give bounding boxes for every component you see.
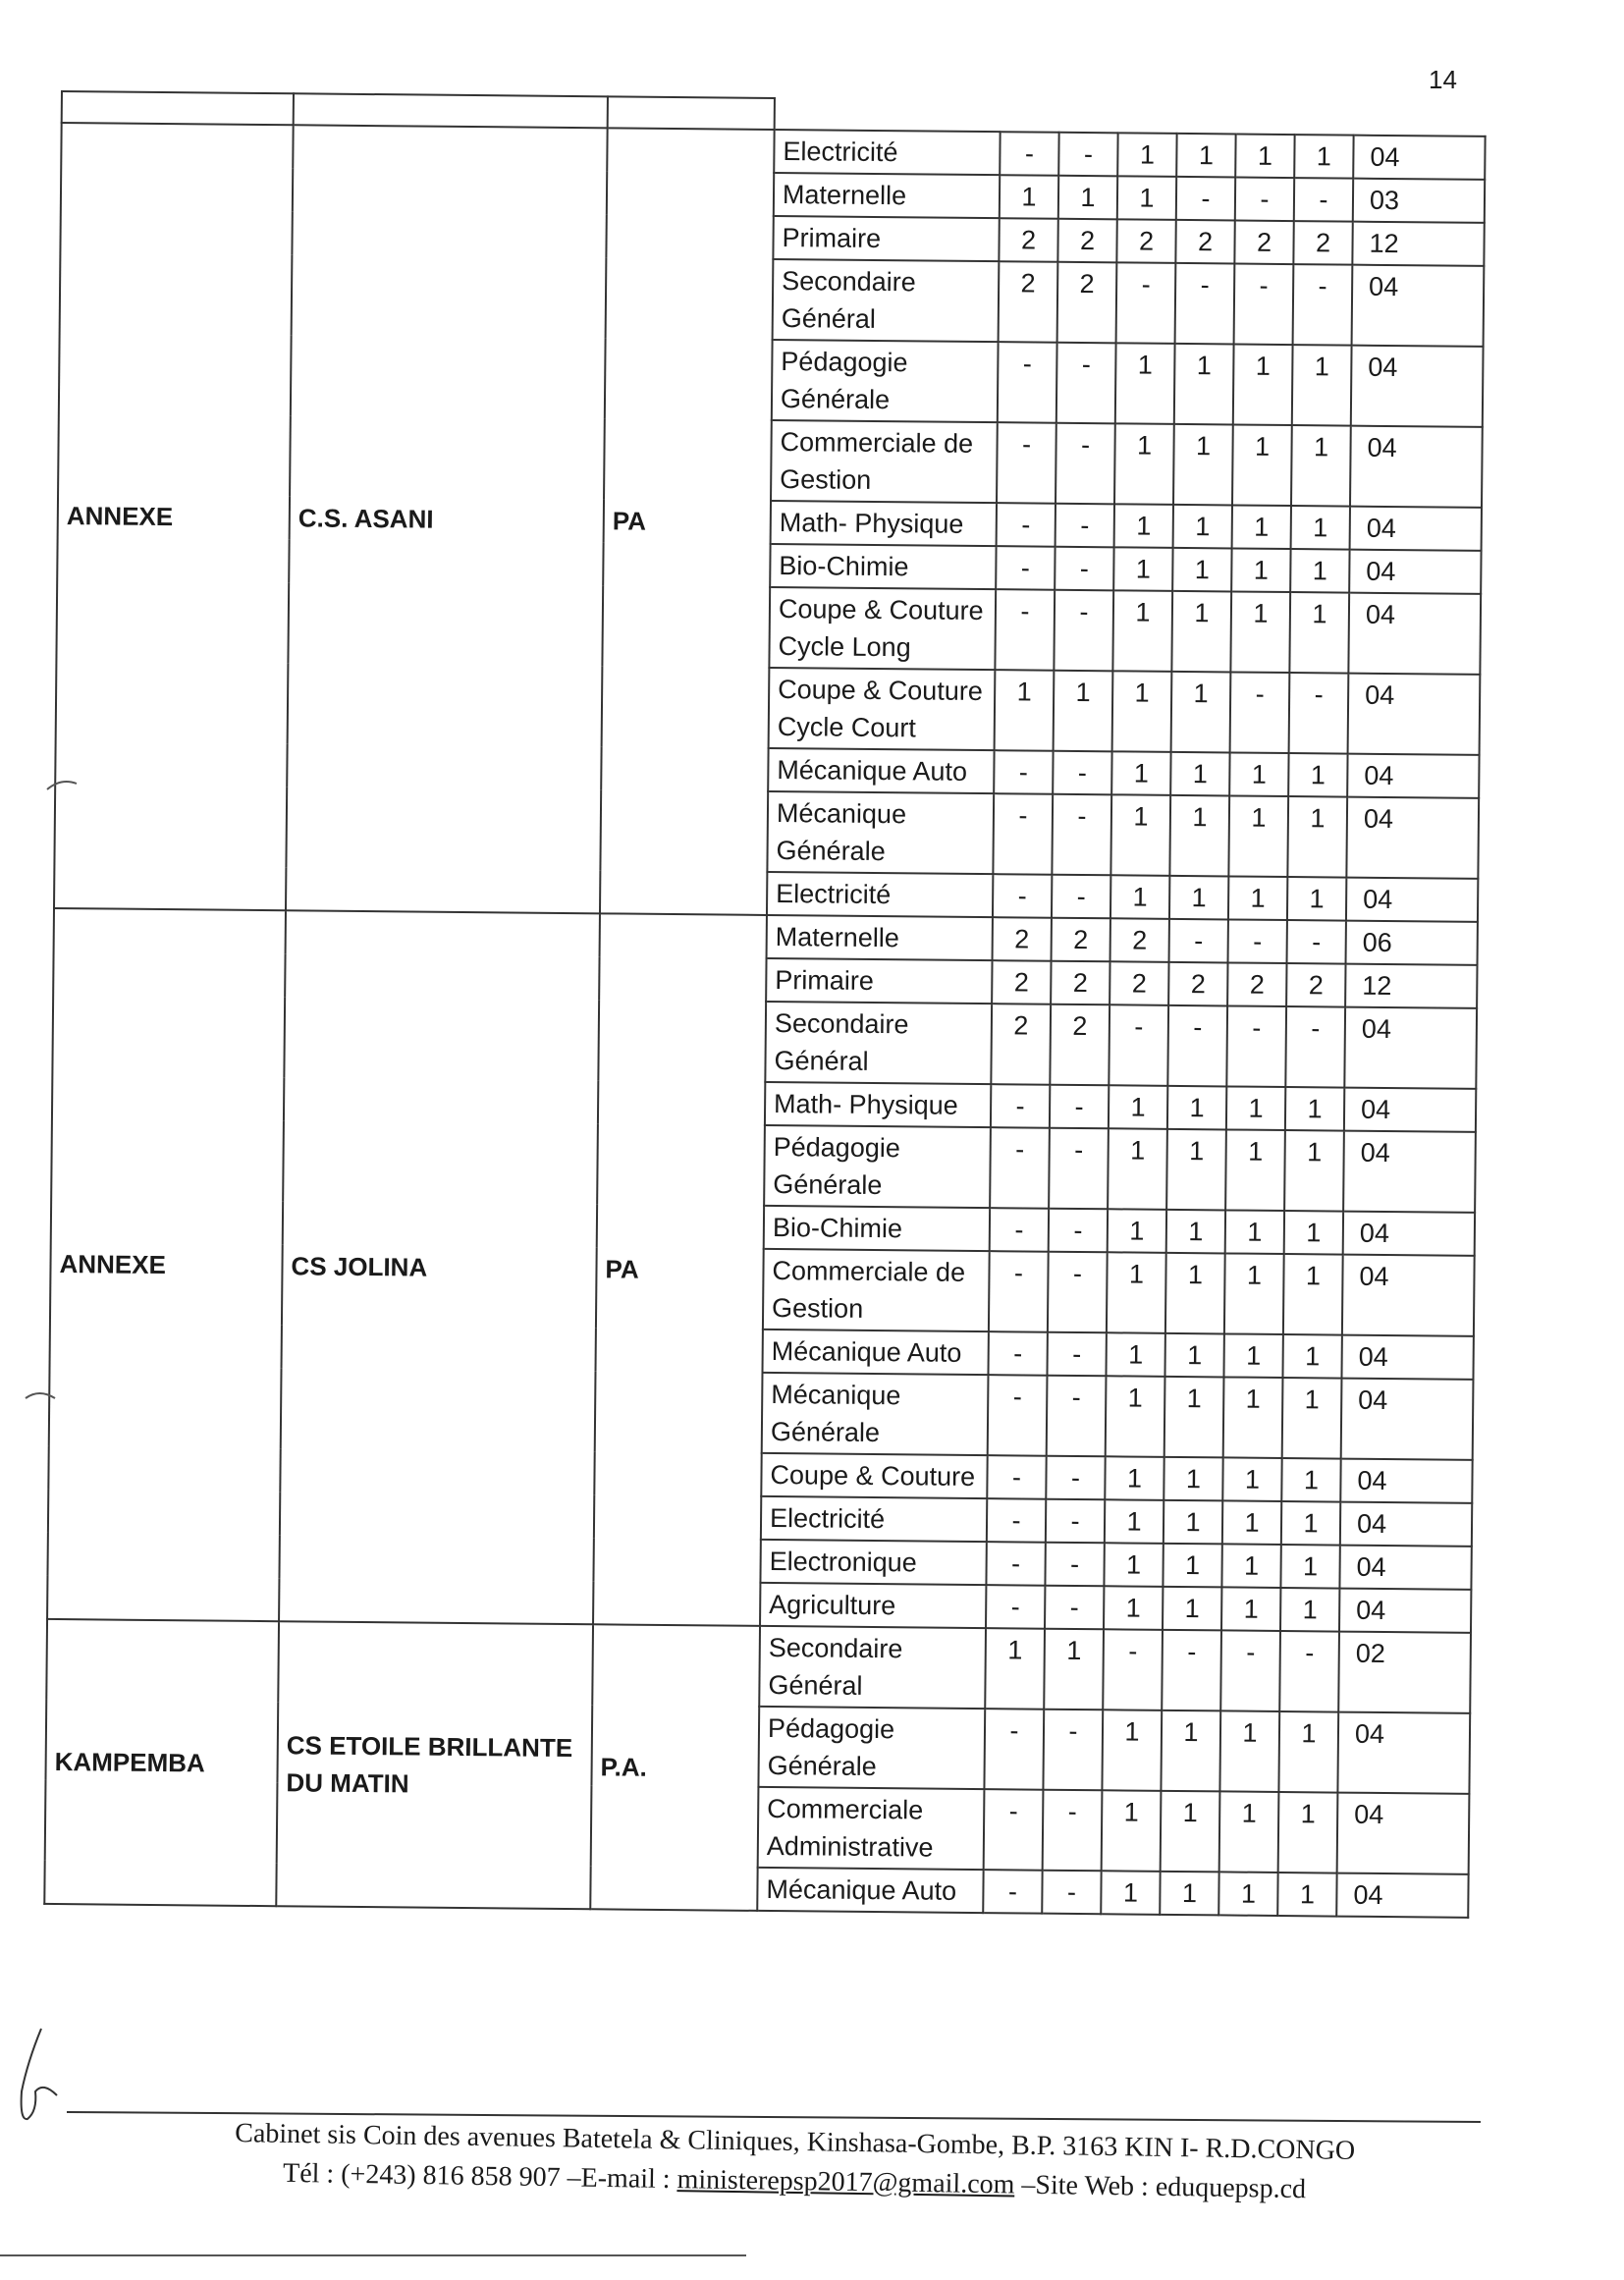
count-cell: - — [984, 1709, 1044, 1790]
count-cell: 1 — [1225, 1210, 1284, 1254]
count-cell: 1 — [1107, 1252, 1166, 1333]
count-cell: 2 — [1116, 219, 1175, 263]
count-cell: - — [1054, 590, 1113, 672]
count-cell: 1 — [1291, 506, 1350, 550]
count-cell: 1 — [1166, 1129, 1226, 1211]
count-cell: 1 — [1170, 752, 1229, 796]
count-cell: - — [990, 1127, 1050, 1209]
count-cell: 1 — [1224, 1253, 1284, 1334]
commune-cell: ANNEXE — [54, 123, 294, 910]
total-cell: 04 — [1339, 1589, 1471, 1633]
count-cell: 1 — [1112, 671, 1172, 752]
count-cell: - — [1046, 1456, 1105, 1500]
count-cell: 1 — [1114, 504, 1173, 548]
school-cell: C.S. ASANI — [286, 125, 608, 913]
total-cell: 04 — [1341, 1335, 1473, 1380]
count-cell: 1 — [1222, 1500, 1281, 1545]
option-cell: Mécanique Auto — [768, 748, 994, 793]
page-number: 14 — [1429, 65, 1457, 94]
count-cell: 1 — [1219, 1710, 1279, 1792]
count-cell: 1 — [1110, 794, 1170, 876]
option-cell: Electricité — [761, 1496, 987, 1542]
total-cell: 04 — [1350, 426, 1483, 508]
total-cell: 04 — [1340, 1459, 1472, 1503]
count-cell: - — [995, 589, 1055, 671]
count-cell: - — [997, 503, 1056, 547]
count-cell: - — [993, 874, 1052, 918]
count-cell: 1 — [1104, 1543, 1163, 1587]
option-cell: Maternelle — [767, 915, 993, 960]
count-cell: 1 — [1294, 135, 1353, 179]
count-cell: - — [1285, 1006, 1345, 1088]
count-cell: 1 — [1169, 876, 1228, 920]
footer-phone: Tél : (+243) 816 858 907 –E-mail : — [282, 2157, 677, 2196]
count-cell: 1 — [1058, 176, 1117, 220]
count-cell: 1 — [1219, 1791, 1279, 1873]
count-cell: 1 — [1289, 592, 1349, 674]
total-cell: 04 — [1342, 1255, 1475, 1336]
count-cell: - — [1103, 1629, 1163, 1710]
commune-cell: ANNEXE — [47, 908, 286, 1621]
count-cell: 1 — [1282, 1378, 1342, 1459]
total-cell: 04 — [1348, 593, 1481, 675]
count-cell: 2 — [999, 261, 1058, 343]
count-cell: - — [1000, 132, 1058, 176]
count-cell: 1 — [1102, 1790, 1162, 1872]
count-cell: 1 — [1165, 1253, 1225, 1334]
count-cell: - — [997, 422, 1056, 504]
count-cell: 2 — [1050, 1004, 1110, 1086]
count-cell: - — [1049, 1128, 1109, 1210]
school-cell: CS JOLINA — [279, 910, 600, 1624]
count-cell: 1 — [1280, 1588, 1339, 1632]
count-cell: 2 — [1175, 220, 1234, 264]
count-cell: 1 — [985, 1628, 1045, 1710]
count-cell: 1 — [1292, 345, 1352, 426]
count-cell: 1 — [1108, 1209, 1166, 1253]
count-cell: 1 — [1232, 505, 1291, 549]
count-cell: 1 — [1164, 1500, 1222, 1545]
count-cell: 1 — [1044, 1629, 1104, 1710]
header-cell — [608, 96, 775, 130]
option-cell: Bio-Chimie — [770, 544, 996, 589]
count-cell: 2 — [993, 917, 1052, 961]
header-cell — [294, 93, 608, 128]
count-cell: 1 — [1230, 591, 1290, 673]
count-cell: - — [1046, 1499, 1105, 1544]
count-cell: 1 — [1221, 1544, 1280, 1588]
count-cell: 1 — [1291, 425, 1351, 507]
count-cell: 1 — [1288, 753, 1347, 797]
total-cell: 04 — [1336, 1873, 1468, 1918]
count-cell: 1 — [1163, 1544, 1221, 1588]
footer-email-link[interactable]: ministerepsp2017@gmail.com — [677, 2164, 1015, 2200]
count-cell: 1 — [1225, 1129, 1285, 1211]
count-cell: 1 — [1231, 548, 1290, 592]
total-cell: 04 — [1340, 1502, 1472, 1547]
option-cell: Coupe & Couture Cycle Long — [769, 587, 996, 670]
count-cell: 1 — [1114, 423, 1174, 505]
count-cell: 1 — [1167, 1086, 1226, 1130]
count-cell: - — [1230, 672, 1290, 753]
total-cell: 12 — [1345, 964, 1477, 1008]
total-cell: 04 — [1337, 1793, 1470, 1874]
school-cell: CS ETOILE BRILLANTE DU MATIN — [276, 1621, 593, 1909]
count-cell: 1 — [1160, 1872, 1218, 1916]
count-cell: 1 — [1172, 548, 1231, 592]
count-cell: 1 — [1105, 1499, 1164, 1544]
option-cell: Electronique — [760, 1540, 986, 1585]
count-cell: 1 — [1290, 549, 1349, 593]
count-cell: - — [1279, 1631, 1339, 1712]
schools-table-container — [43, 90, 1485, 1919]
option-cell: Mécanique Auto — [757, 1868, 983, 1913]
count-cell: - — [1109, 1004, 1168, 1086]
total-cell: 02 — [1338, 1632, 1471, 1713]
count-cell: 1 — [1223, 1377, 1283, 1458]
count-cell: - — [1043, 1790, 1103, 1872]
count-cell: 1 — [1000, 175, 1058, 219]
total-cell: 04 — [1346, 797, 1479, 879]
option-cell: Pédagogie Générale — [764, 1125, 991, 1208]
header-cell — [62, 91, 294, 125]
margin-mark-icon — [43, 776, 82, 795]
count-cell: - — [987, 1455, 1046, 1499]
count-cell: 1 — [1101, 1871, 1160, 1915]
count-cell: - — [1056, 343, 1116, 424]
count-cell: - — [1228, 919, 1287, 963]
count-cell: 2 — [1168, 962, 1227, 1006]
count-cell: 1 — [1278, 1792, 1338, 1873]
count-cell: 1 — [1281, 1501, 1340, 1546]
count-cell: - — [1047, 1332, 1106, 1377]
table-row — [46, 1619, 1471, 1713]
count-cell: 1 — [1277, 1873, 1336, 1917]
commune-cell: KAMPEMBA — [44, 1619, 279, 1906]
count-cell: - — [996, 546, 1055, 590]
count-cell: 2 — [1286, 963, 1345, 1007]
option-cell: Agriculture — [760, 1583, 986, 1628]
option-cell: Commerciale Administrative — [758, 1787, 985, 1870]
count-cell: - — [1235, 177, 1294, 221]
count-cell: 1 — [1117, 176, 1176, 220]
total-cell: 06 — [1346, 921, 1478, 965]
schools-table — [43, 90, 1487, 1919]
count-cell: 1 — [1171, 672, 1231, 753]
count-cell: 1 — [1164, 1377, 1224, 1458]
option-cell: Primaire — [766, 958, 992, 1004]
count-cell: 1 — [1113, 547, 1172, 591]
count-cell: - — [1116, 262, 1176, 344]
count-cell: 2 — [1293, 221, 1352, 265]
count-cell: 1 — [1282, 1334, 1341, 1379]
status-cell: PA — [593, 913, 767, 1626]
count-cell: 2 — [1057, 262, 1117, 344]
count-cell: - — [1049, 1209, 1108, 1253]
count-cell: 1 — [1054, 671, 1113, 752]
option-cell: Commerciale de Gestion — [771, 420, 998, 503]
count-cell: - — [1226, 1005, 1286, 1087]
count-cell: - — [989, 1251, 1049, 1332]
count-cell: 1 — [1166, 1210, 1225, 1254]
total-cell: 04 — [1349, 550, 1481, 594]
count-cell: 1 — [1232, 424, 1292, 506]
count-cell: 1 — [1222, 1457, 1281, 1501]
count-cell: - — [994, 750, 1053, 794]
total-cell: 04 — [1346, 878, 1478, 922]
option-cell: Mécanique Générale — [762, 1373, 989, 1455]
count-cell: 1 — [1233, 344, 1293, 425]
total-cell: 04 — [1339, 1546, 1471, 1590]
count-cell: - — [1162, 1630, 1221, 1711]
count-cell: 1 — [1281, 1458, 1340, 1502]
count-cell: 1 — [1284, 1130, 1344, 1212]
total-cell: 04 — [1343, 1131, 1476, 1213]
count-cell: - — [1045, 1586, 1104, 1630]
option-cell: Coupe & Couture — [761, 1453, 987, 1498]
count-cell: 2 — [1234, 220, 1293, 264]
count-cell: 1 — [1229, 752, 1288, 796]
count-cell: 1 — [1285, 1087, 1344, 1131]
total-cell: 04 — [1348, 674, 1481, 755]
count-cell: 2 — [992, 960, 1051, 1004]
option-cell: Coupe & Couture Cycle Court — [769, 668, 996, 750]
count-cell: 2 — [1227, 962, 1286, 1006]
count-cell: 1 — [1284, 1211, 1343, 1255]
count-cell: - — [1056, 504, 1114, 548]
count-cell: 1 — [1104, 1586, 1163, 1630]
count-cell: 1 — [1163, 1587, 1221, 1631]
option-cell: Bio-Chimie — [764, 1206, 990, 1251]
option-cell: Primaire — [773, 216, 999, 261]
total-cell: 04 — [1353, 136, 1485, 180]
count-cell: 1 — [995, 670, 1055, 751]
option-cell: Secondaire Général — [759, 1626, 986, 1709]
count-cell: 1 — [1164, 1457, 1222, 1501]
count-cell: - — [1050, 1085, 1109, 1129]
count-cell: 1 — [1223, 1333, 1282, 1378]
count-cell: - — [1045, 1543, 1104, 1587]
count-cell: - — [1052, 875, 1110, 919]
count-cell: 1 — [1174, 344, 1234, 425]
count-cell: 2 — [1110, 918, 1169, 962]
count-cell: - — [1056, 423, 1115, 505]
count-cell: 1 — [1169, 795, 1229, 877]
total-cell: 12 — [1352, 222, 1484, 266]
count-cell: 2 — [1110, 961, 1168, 1005]
count-cell: 1 — [1111, 751, 1170, 795]
count-cell: - — [1234, 263, 1294, 345]
footer — [58, 2111, 1532, 2213]
count-cell: 1 — [1287, 796, 1347, 878]
count-cell: 1 — [1106, 1332, 1164, 1377]
option-cell: Math- Physique — [771, 501, 997, 546]
count-cell: 2 — [1057, 219, 1116, 263]
option-cell: Pédagogie Générale — [772, 340, 999, 422]
total-cell: 03 — [1353, 179, 1485, 223]
count-cell: - — [983, 1870, 1042, 1914]
count-cell: - — [1047, 1376, 1107, 1457]
option-cell: Mécanique Générale — [767, 791, 994, 874]
count-cell: 1 — [1117, 133, 1176, 177]
footer-website: –Site Web : eduquepsp.cd — [1014, 2169, 1307, 2205]
count-cell: 1 — [1283, 1254, 1343, 1335]
status-cell: PA — [600, 128, 775, 915]
count-cell: - — [991, 1084, 1050, 1128]
count-cell: 1 — [1115, 343, 1175, 424]
count-cell: - — [1175, 263, 1235, 345]
count-cell: - — [987, 1498, 1046, 1543]
option-cell: Secondaire Général — [765, 1002, 992, 1084]
initial-signature-icon — [8, 2023, 67, 2131]
total-cell: 04 — [1347, 754, 1479, 798]
status-cell: P.A. — [590, 1624, 760, 1911]
count-cell: 1 — [1106, 1376, 1165, 1457]
count-cell: 2 — [1052, 918, 1110, 962]
count-cell: - — [1287, 920, 1346, 964]
count-cell: - — [984, 1789, 1044, 1871]
count-cell: - — [986, 1542, 1045, 1586]
schools-table-body — [44, 91, 1486, 1918]
count-cell: - — [1176, 177, 1235, 221]
count-cell: - — [1042, 1871, 1101, 1915]
count-cell: - — [1167, 1005, 1227, 1087]
count-cell: 1 — [1226, 1086, 1285, 1130]
total-cell: 04 — [1344, 1088, 1476, 1132]
count-cell: 1 — [1112, 590, 1172, 672]
total-cell: 04 — [1352, 265, 1485, 347]
count-cell: - — [998, 342, 1057, 423]
count-cell: 1 — [1161, 1710, 1220, 1792]
count-cell: 1 — [1278, 1711, 1338, 1793]
option-cell: Mécanique Auto — [762, 1330, 988, 1375]
option-cell: Secondaire Général — [773, 259, 1000, 342]
count-cell: 1 — [1110, 875, 1169, 919]
count-cell: - — [1052, 794, 1111, 876]
option-cell: Math- Physique — [765, 1082, 991, 1127]
count-cell: 2 — [991, 1004, 1051, 1085]
count-cell: 1 — [1235, 134, 1294, 178]
option-cell: Electricité — [767, 872, 993, 917]
count-cell: 1 — [1218, 1872, 1277, 1916]
count-cell: - — [1220, 1630, 1280, 1711]
margin-mark-icon — [22, 1386, 61, 1406]
count-cell: - — [988, 1331, 1047, 1376]
count-cell: - — [1043, 1710, 1103, 1791]
option-cell: Electricité — [774, 130, 1000, 175]
count-cell: 1 — [1176, 134, 1235, 178]
option-cell: Commerciale de Gestion — [763, 1249, 990, 1331]
count-cell: - — [1058, 133, 1117, 177]
count-cell: 1 — [1105, 1456, 1164, 1500]
footer-address: Cabinet sis Coin des avenues Batetela & Cliniques, Kinshasa-Gombe, B.P. 3163 KIN I- R.D.CONGO — [235, 2118, 1356, 2166]
count-cell: - — [1289, 673, 1349, 754]
total-cell: 04 — [1341, 1379, 1474, 1460]
count-cell: 1 — [1228, 876, 1287, 920]
count-cell: 1 — [1171, 591, 1231, 673]
count-cell: - — [988, 1375, 1048, 1456]
count-cell: - — [993, 793, 1053, 875]
count-cell: 1 — [1109, 1085, 1167, 1129]
count-cell: 1 — [1173, 505, 1232, 549]
count-cell: 2 — [999, 218, 1057, 262]
count-cell: - — [1048, 1252, 1108, 1333]
count-cell: 1 — [1221, 1587, 1280, 1631]
count-cell: - — [986, 1585, 1045, 1629]
option-cell: Pédagogie Générale — [758, 1707, 985, 1789]
count-cell: 1 — [1108, 1128, 1167, 1210]
count-cell: 1 — [1164, 1333, 1223, 1378]
count-cell: 1 — [1280, 1545, 1339, 1589]
count-cell: 1 — [1102, 1710, 1162, 1791]
total-cell: 04 — [1337, 1712, 1470, 1794]
count-cell: - — [1293, 264, 1353, 346]
count-cell: 2 — [1051, 961, 1110, 1005]
count-cell: - — [1169, 919, 1228, 963]
count-cell: - — [990, 1208, 1049, 1252]
count-cell: 1 — [1161, 1791, 1220, 1873]
count-cell: - — [1055, 547, 1113, 591]
count-cell: 1 — [1228, 795, 1288, 877]
count-cell: 1 — [1173, 424, 1233, 506]
total-cell: 04 — [1350, 507, 1482, 551]
count-cell: 1 — [1287, 877, 1346, 921]
page-bottom-rule — [0, 2254, 746, 2256]
total-cell: 04 — [1344, 1007, 1477, 1089]
total-cell: 04 — [1343, 1212, 1475, 1256]
total-cell: 04 — [1351, 346, 1484, 427]
option-cell: Maternelle — [774, 173, 1000, 218]
count-cell: - — [1053, 751, 1111, 795]
count-cell: - — [1294, 178, 1353, 222]
